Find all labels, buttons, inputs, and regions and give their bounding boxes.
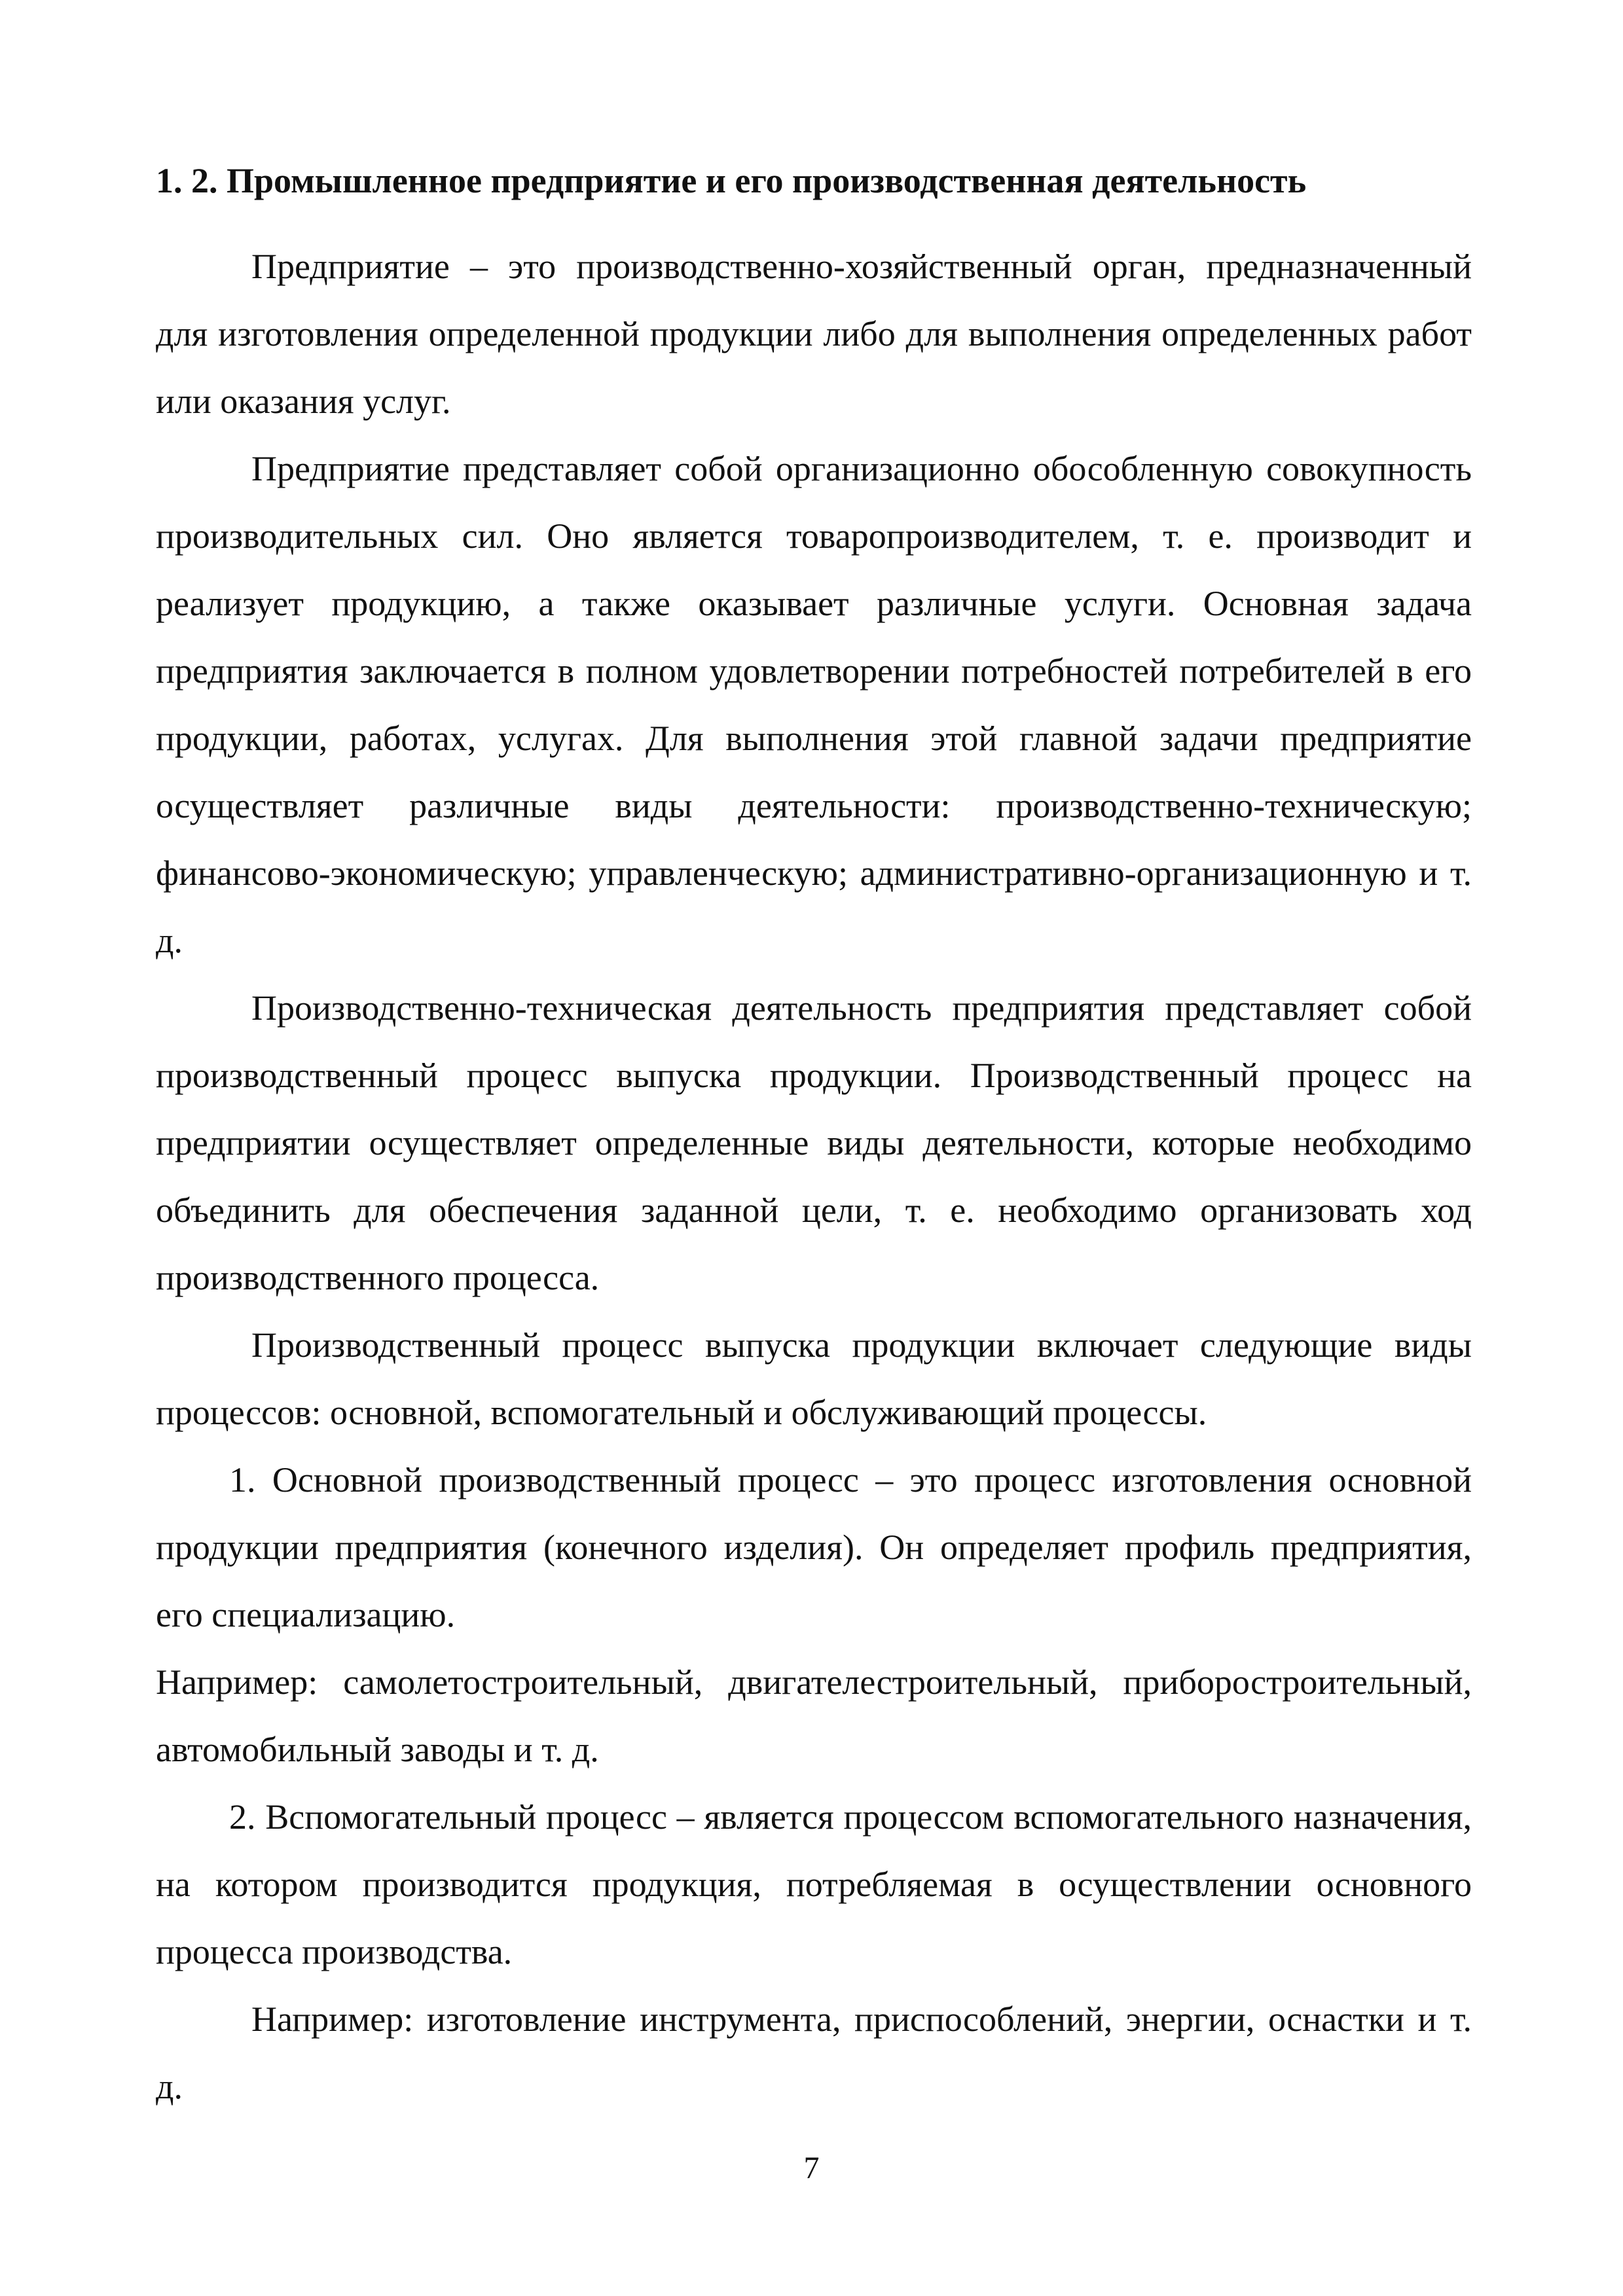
list-item-auxiliary-process: 2. Вспомогательный процесс – является процессом вспомогательного назначения, на котором производится продукция, потребляемая в осуществлении основного процесса производства. xyxy=(156,1797,1472,1971)
page-number: 7 xyxy=(803,2151,820,2185)
paragraph-example-auxiliary: Например: изготовление инструмента, приспособлений, энергии, оснастки и т. д. xyxy=(156,2000,1472,2106)
paragraph-enterprise-description: Предприятие представляет собой организационно обособленную совокупность производительных сил. Оно является товаропроизводителем, т. е. производит и реализует продукцию, а также оказывает различные услуги. Основная задача предприятия заключается в полном удовлетворении потребностей потребителей в его продукции, работах, услугах. Для выполнения этой главной задачи предприятие осуществляет различные виды деятельности: производственно-техническую; финансово-экономическую; управленческую; административно-организационную и т. д. xyxy=(156,449,1472,960)
section-heading: 1. 2. Промышленное предприятие и его производственная деятельность xyxy=(156,161,1307,200)
paragraph-production-activity: Производственно-техническая деятельность предприятия представляет собой производственный процесс выпуска продукции. Производственный процесс на предприятии осуществляет определенные виды деятельности, которые необходимо объединить для обеспечения заданной цели, т. е. необходимо организовать ход производственного процесса. xyxy=(156,988,1472,1297)
list-item-main-process: 1. Основной производственный процесс – это процесс изготовления основной продукции предприятия (конечного изделия). Он определяет профиль предприятия, его специализацию. xyxy=(156,1460,1472,1634)
paragraph-example-main: Например: самолетостроительный, двигателестроительный, приборостроительный, автомобильный заводы и т. д. xyxy=(156,1662,1472,1769)
page-content xyxy=(156,148,1472,2121)
paragraph-process-types: Производственный процесс выпуска продукции включает следующие виды процессов: основной, вспомогательный и обслуживающий процессы. xyxy=(156,1325,1472,1432)
paragraph-definition: Предприятие – это производственно-хозяйственный орган, предназначенный для изготовления определенной продукции либо для выполнения определенных работ или оказания услуг. xyxy=(156,247,1472,421)
